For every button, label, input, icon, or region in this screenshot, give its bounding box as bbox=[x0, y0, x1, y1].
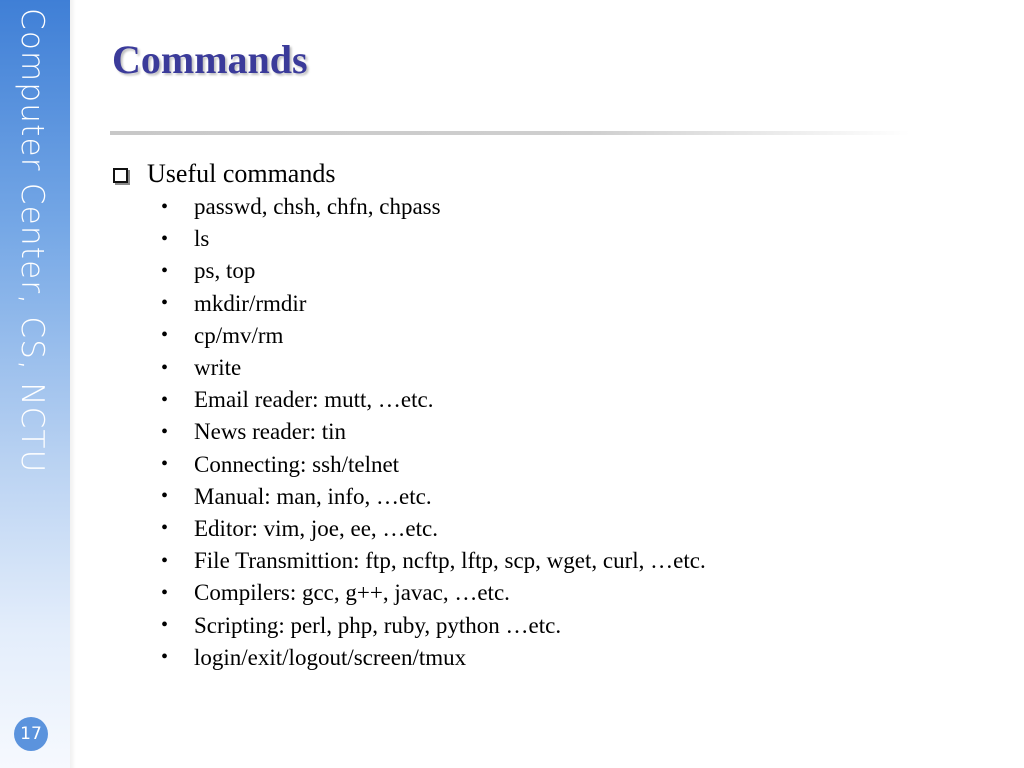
list-item bbox=[161, 481, 706, 513]
page-number-badge: 17 bbox=[14, 717, 48, 751]
list-item bbox=[161, 191, 706, 223]
list-item bbox=[161, 352, 706, 384]
list-item-text: ls bbox=[194, 226, 210, 252]
title-divider bbox=[110, 131, 910, 135]
list-item-text: Compilers: gcc, g++, javac, …etc. bbox=[194, 580, 510, 606]
list-item-text: ps, top bbox=[194, 258, 256, 284]
slide-title: Commands bbox=[112, 37, 308, 82]
bullet-dot-icon: • bbox=[161, 195, 169, 218]
sidebar bbox=[0, 0, 70, 768]
bullet-dot-icon: • bbox=[161, 227, 169, 250]
sidebar-vertical-title: Computer Center, CS, NCTU bbox=[14, 8, 50, 474]
content-section bbox=[113, 158, 706, 670]
checkbox-bullet-icon bbox=[113, 168, 128, 183]
list-item bbox=[161, 642, 706, 674]
bullet-dot-icon: • bbox=[161, 356, 169, 379]
list-item-text: login/exit/logout/screen/tmux bbox=[194, 644, 467, 670]
list-item-text: mkdir/rmdir bbox=[194, 290, 307, 316]
bullet-dot-icon: • bbox=[161, 581, 169, 604]
bullet-dot-icon: • bbox=[161, 517, 169, 540]
list-item bbox=[161, 609, 706, 641]
section-heading bbox=[113, 158, 335, 190]
list-item bbox=[161, 384, 706, 416]
list-item bbox=[161, 577, 706, 609]
bullet-dot-icon: • bbox=[161, 259, 169, 282]
bullet-dot-icon: • bbox=[161, 549, 169, 572]
bullet-dot-icon: • bbox=[161, 646, 169, 669]
bullet-dot-icon: • bbox=[161, 453, 169, 476]
list-item-text: Connecting: ssh/telnet bbox=[194, 451, 400, 477]
bullet-dot-icon: • bbox=[161, 292, 169, 315]
bullet-dot-icon: • bbox=[161, 420, 169, 443]
list-item bbox=[161, 416, 706, 448]
list-item bbox=[161, 449, 706, 481]
list-item-text: passwd, chsh, chfn, chpass bbox=[194, 194, 441, 220]
list-item-text: News reader: tin bbox=[194, 419, 346, 445]
list-item bbox=[161, 223, 706, 255]
section-heading-text: Useful commands bbox=[147, 159, 336, 188]
list-item-text: cp/mv/rm bbox=[194, 322, 284, 348]
list-item bbox=[161, 255, 706, 287]
list-item-text: write bbox=[194, 355, 242, 381]
bullet-dot-icon: • bbox=[161, 388, 169, 411]
commands-list bbox=[161, 191, 706, 674]
list-item-text: Editor: vim, joe, ee, …etc. bbox=[194, 515, 438, 541]
bullet-dot-icon: • bbox=[161, 485, 169, 508]
list-item-text: Manual: man, info, …etc. bbox=[194, 483, 432, 509]
list-item bbox=[161, 320, 706, 352]
list-item bbox=[161, 545, 706, 577]
list-item bbox=[161, 288, 706, 320]
bullet-dot-icon: • bbox=[161, 324, 169, 347]
list-item-text: File Transmittion: ftp, ncftp, lftp, scp, wget, curl, …etc. bbox=[194, 548, 706, 574]
sidebar-shadow bbox=[70, 0, 76, 768]
list-item-text: Email reader: mutt, …etc. bbox=[194, 387, 434, 413]
list-item-text: Scripting: perl, php, ruby, python …etc. bbox=[194, 612, 562, 638]
list-item bbox=[161, 513, 706, 545]
bullet-dot-icon: • bbox=[161, 614, 169, 637]
